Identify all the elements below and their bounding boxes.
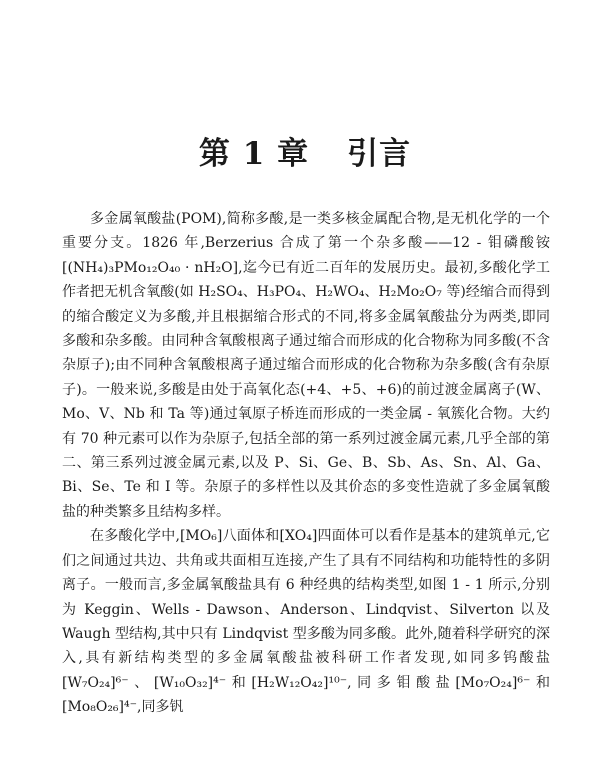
chapter-title	[0, 128, 610, 173]
paragraph-intro: 多金属氧酸盐(POM),简称多酸,是一类多核金属配合物,是无机化学的一个重要分支。1826 年,Berzerius 合成了第一个杂多酸——12 - 钼磷酸铵[(NH₄)₃PMo₁₂O₄₀ · nH₂O],迄今已有近二百年的发展历史。最初,多酸化学工作者把无机含氧酸(如 H₂SO₄、H₃PO₄、H₂WO₄、H₂Mo₂O₇ 等)经缩合而得到的缩合酸定义为多酸,并且根据缩合形式的不同,将多金属氧酸盐分为两类,即同多酸和杂多酸。由同种含氧酸根离子通过缩合而形成的化合物称为同多酸(不含杂原子);由不同种含氧酸根离子通过缩合而形成的化合物称为杂多酸(含有杂原子)。一般来说,多酸是由处于高氧化态(+4、+5、+6)的前过渡金属离子(W、Mo、V、Nb 和 Ta 等)通过氧原子桥连而形成的一类金属 - 氧簇化合物。大约有 70 种元素可以作为杂原子,包括全部的第一系列过渡金属元素,几乎全部的第二、第三系列过渡金属元素,以及 P、Si、Ge、B、Sb、As、Sn、Al、Ga、Bi、Se、Te 和 I 等。杂原子的多样性以及其价态的多变性造就了多金属氧酸盐的种类繁多且结构多样。	[62, 211, 550, 520]
body-text	[62, 207, 550, 720]
paragraph-structures: 在多酸化学中,[MO₆]八面体和[XO₄]四面体可以看作是基本的建筑单元,它们之间通过共边、共角或共面相互连接,产生了具有不同结构和功能特性的多阴离子。一般而言,多金属氧酸盐具有 6 种经典的结构类型,如图 1 - 1 所示,分别为 Keggin、Wells - Dawson、Anderson、Lindqvist、Silverton 以及 Waugh 型结构,其中只有 Lindqvist 型多酸为同多酸。此外,随着科学研究的深入,具有新结构类型的多金属氧酸盐被科研工作者发现,如同多钨酸盐[W₇O₂₄]⁶⁻、[W₁₀O₃₂]⁴⁻和[H₂W₁₂O₄₂]¹⁰⁻,同多钼酸盐[Mo₇O₂₄]⁶⁻和[Mo₈O₂₆]⁴⁻,同多钒	[62, 528, 550, 716]
chapter-name: 引言	[347, 136, 412, 172]
chapter-number: 第 1 章	[198, 136, 310, 172]
